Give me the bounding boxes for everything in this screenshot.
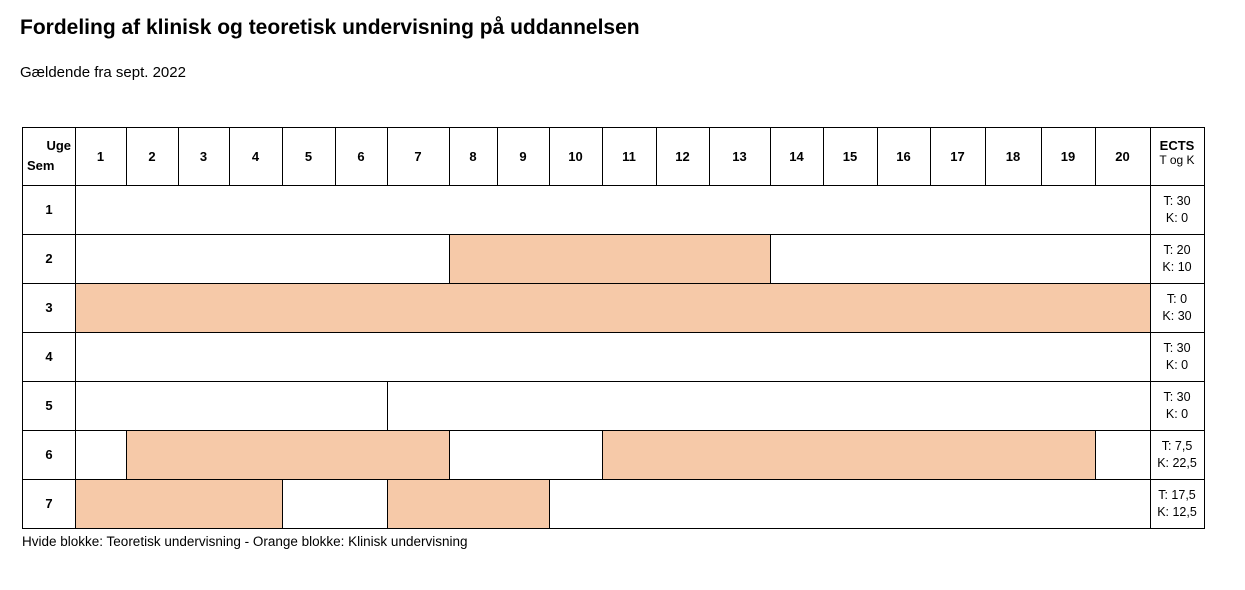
row-divider (23, 381, 1204, 382)
row-divider (23, 283, 1204, 284)
header-week-19: 19 (1060, 149, 1076, 164)
ects-cell (1150, 283, 1204, 332)
ects-theory: T: 7,5 (1161, 438, 1193, 453)
ects-clinical: K: 10 (1162, 259, 1192, 274)
legend-caption: Hvide blokke: Teoretisk undervisning - Orange blokke: Klinisk undervisning (22, 534, 468, 549)
semester-row-5 (23, 381, 1204, 430)
semester-label: 6 (45, 447, 53, 462)
semester-label: 5 (45, 398, 53, 413)
column-divider (1150, 128, 1151, 528)
header-ects-sub: T og K (1159, 153, 1195, 167)
clinical-block (126, 430, 450, 479)
header-week-13: 13 (732, 149, 747, 164)
theory-block (75, 185, 1151, 234)
theory-block (75, 430, 127, 479)
ects-clinical: K: 22,5 (1157, 455, 1197, 470)
ects-theory: T: 20 (1163, 242, 1191, 257)
header-week-2: 2 (148, 149, 156, 164)
header-ects (1150, 128, 1204, 185)
ects-clinical: K: 12,5 (1157, 504, 1197, 519)
semester-row-3 (23, 283, 1204, 332)
clinical-block (75, 283, 1151, 332)
theory-block (282, 479, 388, 528)
clinical-block (387, 479, 550, 528)
header-ects-title: ECTS (1159, 138, 1195, 153)
header-week-7: 7 (414, 149, 422, 164)
ects-clinical: K: 0 (1165, 210, 1189, 225)
clinical-block (602, 430, 1096, 479)
page-title: Fordeling af klinisk og teoretisk undervisning på uddannelsen (20, 16, 640, 39)
ects-cell (1150, 234, 1204, 283)
semester-row-2 (23, 234, 1204, 283)
ects-clinical: K: 0 (1165, 406, 1189, 421)
semester-row-6 (23, 430, 1204, 479)
header-week-4: 4 (251, 149, 260, 164)
header-week-16: 16 (896, 149, 911, 164)
ects-theory: T: 0 (1166, 291, 1188, 306)
theory-block (75, 234, 450, 283)
theory-block (449, 430, 603, 479)
ects-theory: T: 30 (1163, 193, 1191, 208)
header-uge-sem (23, 128, 75, 185)
header-week-6: 6 (357, 149, 365, 164)
row-divider (23, 479, 1204, 480)
header-week-15: 15 (842, 149, 858, 164)
header-uge: Uge (46, 138, 71, 153)
header-sem: Sem (27, 158, 55, 173)
header-week-17: 17 (950, 149, 965, 164)
header-week-12: 12 (675, 149, 690, 164)
clinical-block (449, 234, 771, 283)
ects-theory: T: 30 (1163, 389, 1191, 404)
theory-block (387, 381, 1151, 430)
ects-cell (1150, 479, 1204, 528)
semester-row-1 (23, 185, 1204, 234)
ects-cell (1150, 381, 1204, 430)
theory-block (1095, 430, 1151, 479)
ects-clinical: K: 30 (1162, 308, 1192, 323)
header-week-5: 5 (304, 149, 313, 164)
header-week-1: 1 (96, 149, 105, 164)
ects-cell (1150, 430, 1204, 479)
header-week-20: 20 (1115, 149, 1130, 164)
theory-block (75, 332, 1151, 381)
ects-theory: T: 30 (1163, 340, 1191, 355)
theory-block (549, 479, 1151, 528)
semester-row-7 (23, 479, 1204, 528)
theory-block (770, 234, 1151, 283)
ects-cell (1150, 185, 1204, 234)
row-divider (23, 234, 1204, 235)
header-week-9: 9 (519, 149, 527, 164)
clinical-block (75, 479, 283, 528)
row-divider (23, 430, 1204, 431)
semester-label: 7 (45, 496, 53, 511)
semester-label: 2 (45, 251, 53, 266)
header-week-18: 18 (1005, 149, 1021, 164)
theory-block (75, 381, 388, 430)
ects-clinical: K: 0 (1165, 357, 1189, 372)
header-week-8: 8 (469, 149, 477, 164)
schedule-table (22, 127, 1205, 529)
row-divider (23, 332, 1204, 333)
page-subtitle: Gældende fra sept. 2022 (20, 64, 186, 81)
semester-row-4 (23, 332, 1204, 381)
column-divider (75, 128, 76, 528)
ects-cell (1150, 332, 1204, 381)
ects-theory: T: 17,5 (1158, 487, 1196, 502)
semester-label: 3 (45, 300, 53, 315)
header-week-11: 11 (622, 149, 636, 164)
semester-label: 1 (45, 202, 53, 217)
header-week-3: 3 (199, 149, 208, 164)
header-week-10: 10 (568, 149, 583, 164)
semester-label: 4 (45, 349, 53, 364)
header-week-14: 14 (789, 149, 804, 164)
row-divider (23, 185, 1204, 186)
